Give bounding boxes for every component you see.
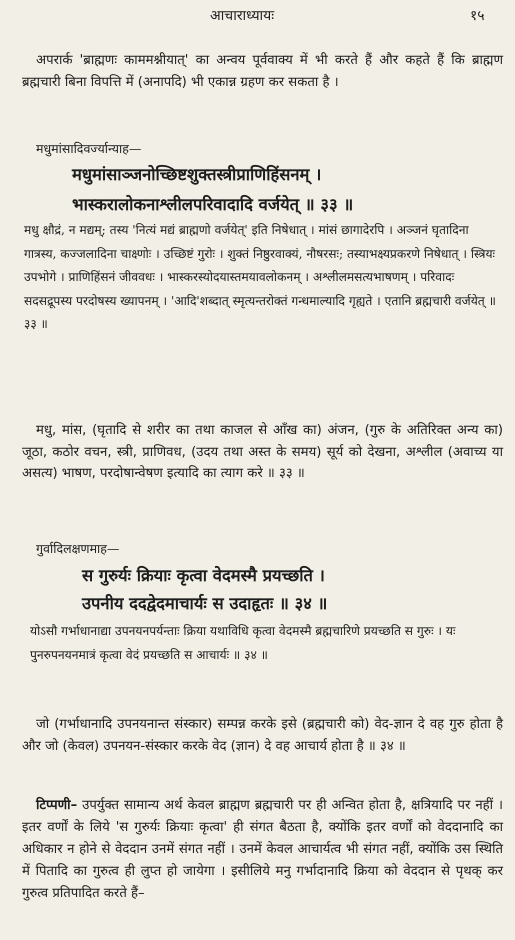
note-text: उपर्युक्त सामान्य अर्थ केवल ब्राह्मण ब्रह्मचारी पर ही अन्वित होता है, क्षत्रियादि पर नहीं । इतर वर्णों के लिये 'स गुरुर्यः क्रियाः कृत्वा' ही संगत बैठता है, क्योंकि इतर वर्णों को वेददानादि का अधिकार न होने से वेददान उनमें संगत नहीं । उनमें केवल आचार्यत्व भी संगत नहीं, क्योंकि उस स्थिति में पितादि का गुरुत्व ही लुप्त हो जायेगा । इसीलिये मनु गर्भादानादि क्रिया को वेददान से पृथक् कर गुरुत्व प्रतिपादित करते हैं–: [22, 798, 503, 901]
verse-33-intro: मधुमांसादिवर्ज्यान्याह—: [36, 141, 142, 156]
translation-33: मधु, मांस, (घृतादि से शरीर का तथा काजल से आँख का) अंजन, (गुरु के अतिरिक्त अन्य का) जूठा, कठोर वचन, स्त्री, प्राणिवध, (उदय तथा अस्त के समय) सूर्य को देखना, अश्लील (अवाच्य या असत्य) भाषण, परदोषान्वेषण इत्यादि का त्याग करे ॥ ३३ ॥: [22, 423, 503, 481]
verse-34-line-1: स गुरुर्यः क्रियाः कृत्वा वेदमस्मै प्रयच्छति ।: [82, 566, 325, 585]
commentary-33: मधु क्षौद्रं, न मद्यम्; तस्य 'नित्यं मद्यं ब्राह्मणो वर्जयेत्' इति निषेधात् । मांसं छागादेरपि । अञ्जनं घृतादिना गात्रस्य, कज्जलादिना चाक्ष्णोः । उच्छिष्टं गुरोः । शुक्तं निष्ठुरवाक्यं, नौषरसः; तस्याभक्ष्यप्रकरणे निषेधात् । स्त्रियः उपभोगे । प्राणिहिंसनं जीववधः । भास्करस्योदयास्तमयावलोकनम् । अश्लीलमसत्यभाषणम् । परिवादः सदसद्रूपस्य परदोषस्य ख्यापनम् । 'आदि'शब्दात् स्मृत्यन्तरोक्तं गन्धमाल्यादि गृह्यते । एतानि ब्रह्मचारी वर्जयेत् ॥ ३३ ॥: [24, 223, 496, 331]
verse-34-line-2: उपनीय ददद्वेदमाचार्यः स उदाहृतः ॥ ३४ ॥: [82, 594, 328, 613]
note-label: टिप्पणी–: [36, 798, 78, 813]
verse-33-line-1: मधुमांसाञ्जनोच्छिष्टशुक्तस्त्रीप्राणिहिंसनम् ।: [72, 165, 322, 184]
commentary-34: योऽसौ गर्भाधानाद्या उपनयनपर्यन्ताः क्रिया यथाविधि कृत्वा वेदमस्मै ब्रह्मचारिणे प्रयच्छति स गुरुः । यः पुनरुपनयनमात्रं कृत्वा वेदं प्रयच्छति स आचार्यः ॥ ३४ ॥: [30, 624, 456, 662]
translation-34: जो (गर्भाधानादि उपनयनान्त संस्कार) सम्पन्न करके इसे (ब्रह्मचारी को) वेद-ज्ञान दे वह गुरु होता है और जो (केवल) उपनयन-संस्कार करके वेद (ज्ञान) दे वह आचार्य होता है ॥ ३४ ॥: [22, 717, 503, 754]
verse-34-intro: गुर्वादिलक्षणमाह—: [36, 541, 120, 556]
paragraph-apararka: अपरार्क 'ब्राह्मणः काममश्नीयात्' का अन्वय पूर्ववाक्य में भी करते हैं और कहते हैं कि ब्राह्मण ब्रह्मचारी बिना विपत्ति में (अनापदि) भी एकान्न ग्रहण कर सकता है ।: [22, 53, 503, 90]
note-paragraph: [22, 795, 503, 905]
page-number: १५: [470, 8, 485, 24]
running-header: आचाराध्यायः: [210, 8, 275, 24]
verse-33-line-2: भास्करालोकनाश्लीलपरिवादादि वर्जयेत् ॥ ३३ ॥: [72, 195, 354, 214]
